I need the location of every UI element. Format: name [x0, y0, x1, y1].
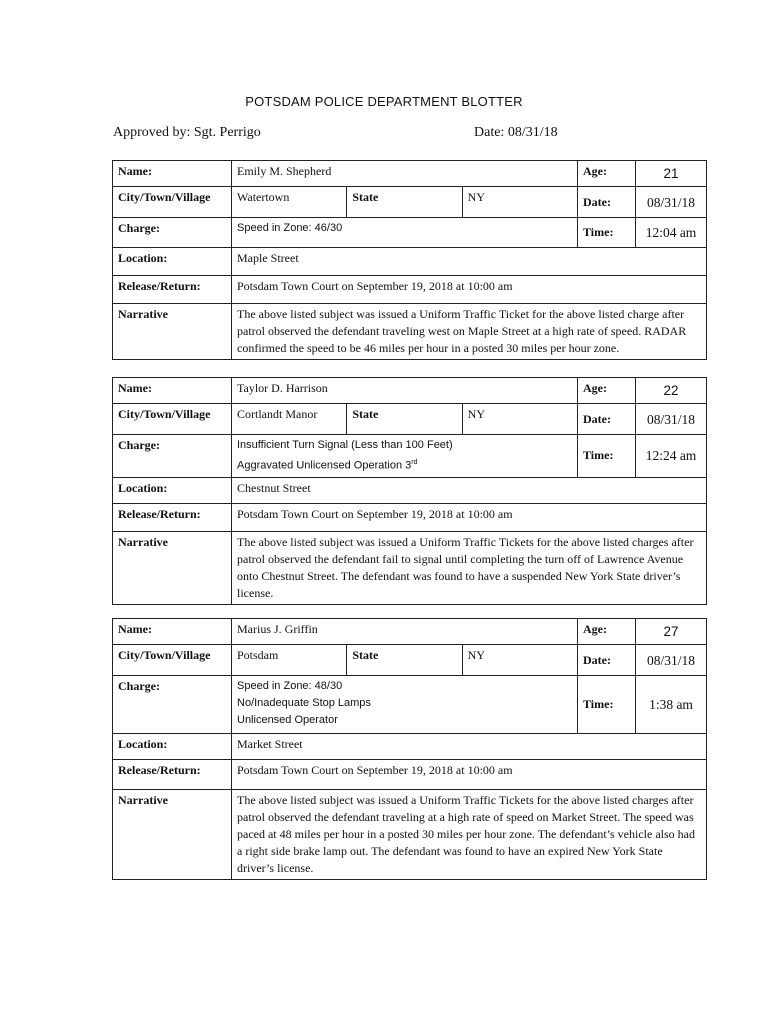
charge-item: Speed in Zone: 48/30 — [237, 680, 343, 692]
name-value: Emily M. Shepherd — [232, 161, 578, 187]
charge-label: Charge: — [113, 218, 232, 248]
narrative-value: The above listed subject was issued a Uniform Traffic Tickets for the above listed charges after patrol observed the defendant traveling at a high rate of speed on Market Street. The speed was paced at 48 miles per hour in a posted 30 miles per hour zone. The defendant’s vehicle also had a right side brake lamp out. The defendant was found to have an expired New York State driver’s license. — [232, 790, 707, 880]
record-table — [112, 160, 707, 360]
charge-label: Charge: — [113, 676, 232, 734]
state-value: NY — [462, 404, 577, 435]
location-value: Maple Street — [232, 248, 707, 276]
name-label: Name: — [113, 619, 232, 645]
location-value: Market Street — [232, 734, 707, 760]
location-label: Location: — [113, 477, 232, 503]
city-label: City/Town/Village — [113, 645, 232, 676]
city-value: Watertown — [232, 187, 347, 218]
approved-by: Approved by: Sgt. Perrigo — [113, 125, 261, 140]
narrative-value: The above listed subject was issued a Uniform Traffic Ticket for the above listed charge after patrol observed the defendant traveling west on Maple Street at a high rate of speed. RADAR confirmed the speed to be 46 miles per hour in a posted 30 miles per hour zone. — [232, 304, 707, 360]
release-value: Potsdam Town Court on September 19, 2018 at 10:00 am — [232, 503, 707, 531]
state-value: NY — [462, 645, 577, 676]
location-label: Location: — [113, 734, 232, 760]
state-label: State — [347, 187, 462, 218]
location-label: Location: — [113, 248, 232, 276]
city-label: City/Town/Village — [113, 404, 232, 435]
ordinal-suffix: rd — [411, 459, 418, 466]
state-label: State — [347, 645, 462, 676]
date-label: Date: — [578, 187, 636, 218]
city-value: Cortlandt Manor — [232, 404, 347, 435]
charge-item: Insufficient Turn Signal (Less than 100 Feet) — [237, 439, 453, 451]
release-label: Release/Return: — [113, 503, 232, 531]
release-label: Release/Return: — [113, 276, 232, 304]
age-value: 22 — [636, 378, 707, 404]
narrative-label: Narrative — [113, 304, 232, 360]
release-label: Release/Return: — [113, 760, 232, 790]
age-value: 21 — [636, 161, 707, 187]
time-label: Time: — [578, 435, 636, 478]
name-value: Taylor D. Harrison — [232, 378, 578, 404]
charge-item-text: Aggravated Unlicensed Operation 3 — [237, 459, 412, 472]
date-value: 08/31/18 — [636, 187, 707, 218]
release-value: Potsdam Town Court on September 19, 2018 at 10:00 am — [232, 276, 707, 304]
state-value: NY — [462, 187, 577, 218]
city-value: Potsdam — [232, 645, 347, 676]
time-label: Time: — [578, 676, 636, 734]
charge-item: Unlicensed Operator — [237, 714, 338, 726]
name-value: Marius J. Griffin — [232, 619, 578, 645]
charge-value — [232, 676, 578, 734]
state-label: State — [347, 404, 462, 435]
charge-value — [232, 218, 578, 248]
date-value: 08/31/18 — [636, 404, 707, 435]
date-label: Date: — [578, 404, 636, 435]
age-value: 27 — [636, 619, 707, 645]
blotter-date: Date: 08/31/18 — [474, 125, 558, 140]
charge-item — [237, 454, 572, 475]
record-table — [112, 377, 707, 605]
release-value: Potsdam Town Court on September 19, 2018 at 10:00 am — [232, 760, 707, 790]
name-label: Name: — [113, 161, 232, 187]
narrative-value: The above listed subject was issued a Uniform Traffic Tickets for the above listed charges after patrol observed the defendant fail to signal until completing the turn off of Lawrence Avenue onto Chestnut Street. The defendant was found to have a suspended New York State driver’s license. — [232, 531, 707, 604]
record-table — [112, 618, 707, 880]
age-label: Age: — [578, 619, 636, 645]
date-label: Date: — [578, 645, 636, 676]
age-label: Age: — [578, 378, 636, 404]
charge-item: Speed in Zone: 46/30 — [237, 222, 343, 234]
narrative-label: Narrative — [113, 790, 232, 880]
age-label: Age: — [578, 161, 636, 187]
time-value: 12:04 am — [636, 218, 707, 248]
page-title: POTSDAM POLICE DEPARTMENT BLOTTER — [245, 94, 523, 109]
time-value: 12:24 am — [636, 435, 707, 478]
date-value: 08/31/18 — [636, 645, 707, 676]
charge-item: No/Inadequate Stop Lamps — [237, 697, 371, 709]
charge-label: Charge: — [113, 435, 232, 478]
time-value: 1:38 am — [636, 676, 707, 734]
location-value: Chestnut Street — [232, 477, 707, 503]
charge-value — [232, 435, 578, 478]
name-label: Name: — [113, 378, 232, 404]
time-label: Time: — [578, 218, 636, 248]
city-label: City/Town/Village — [113, 187, 232, 218]
narrative-label: Narrative — [113, 531, 232, 604]
